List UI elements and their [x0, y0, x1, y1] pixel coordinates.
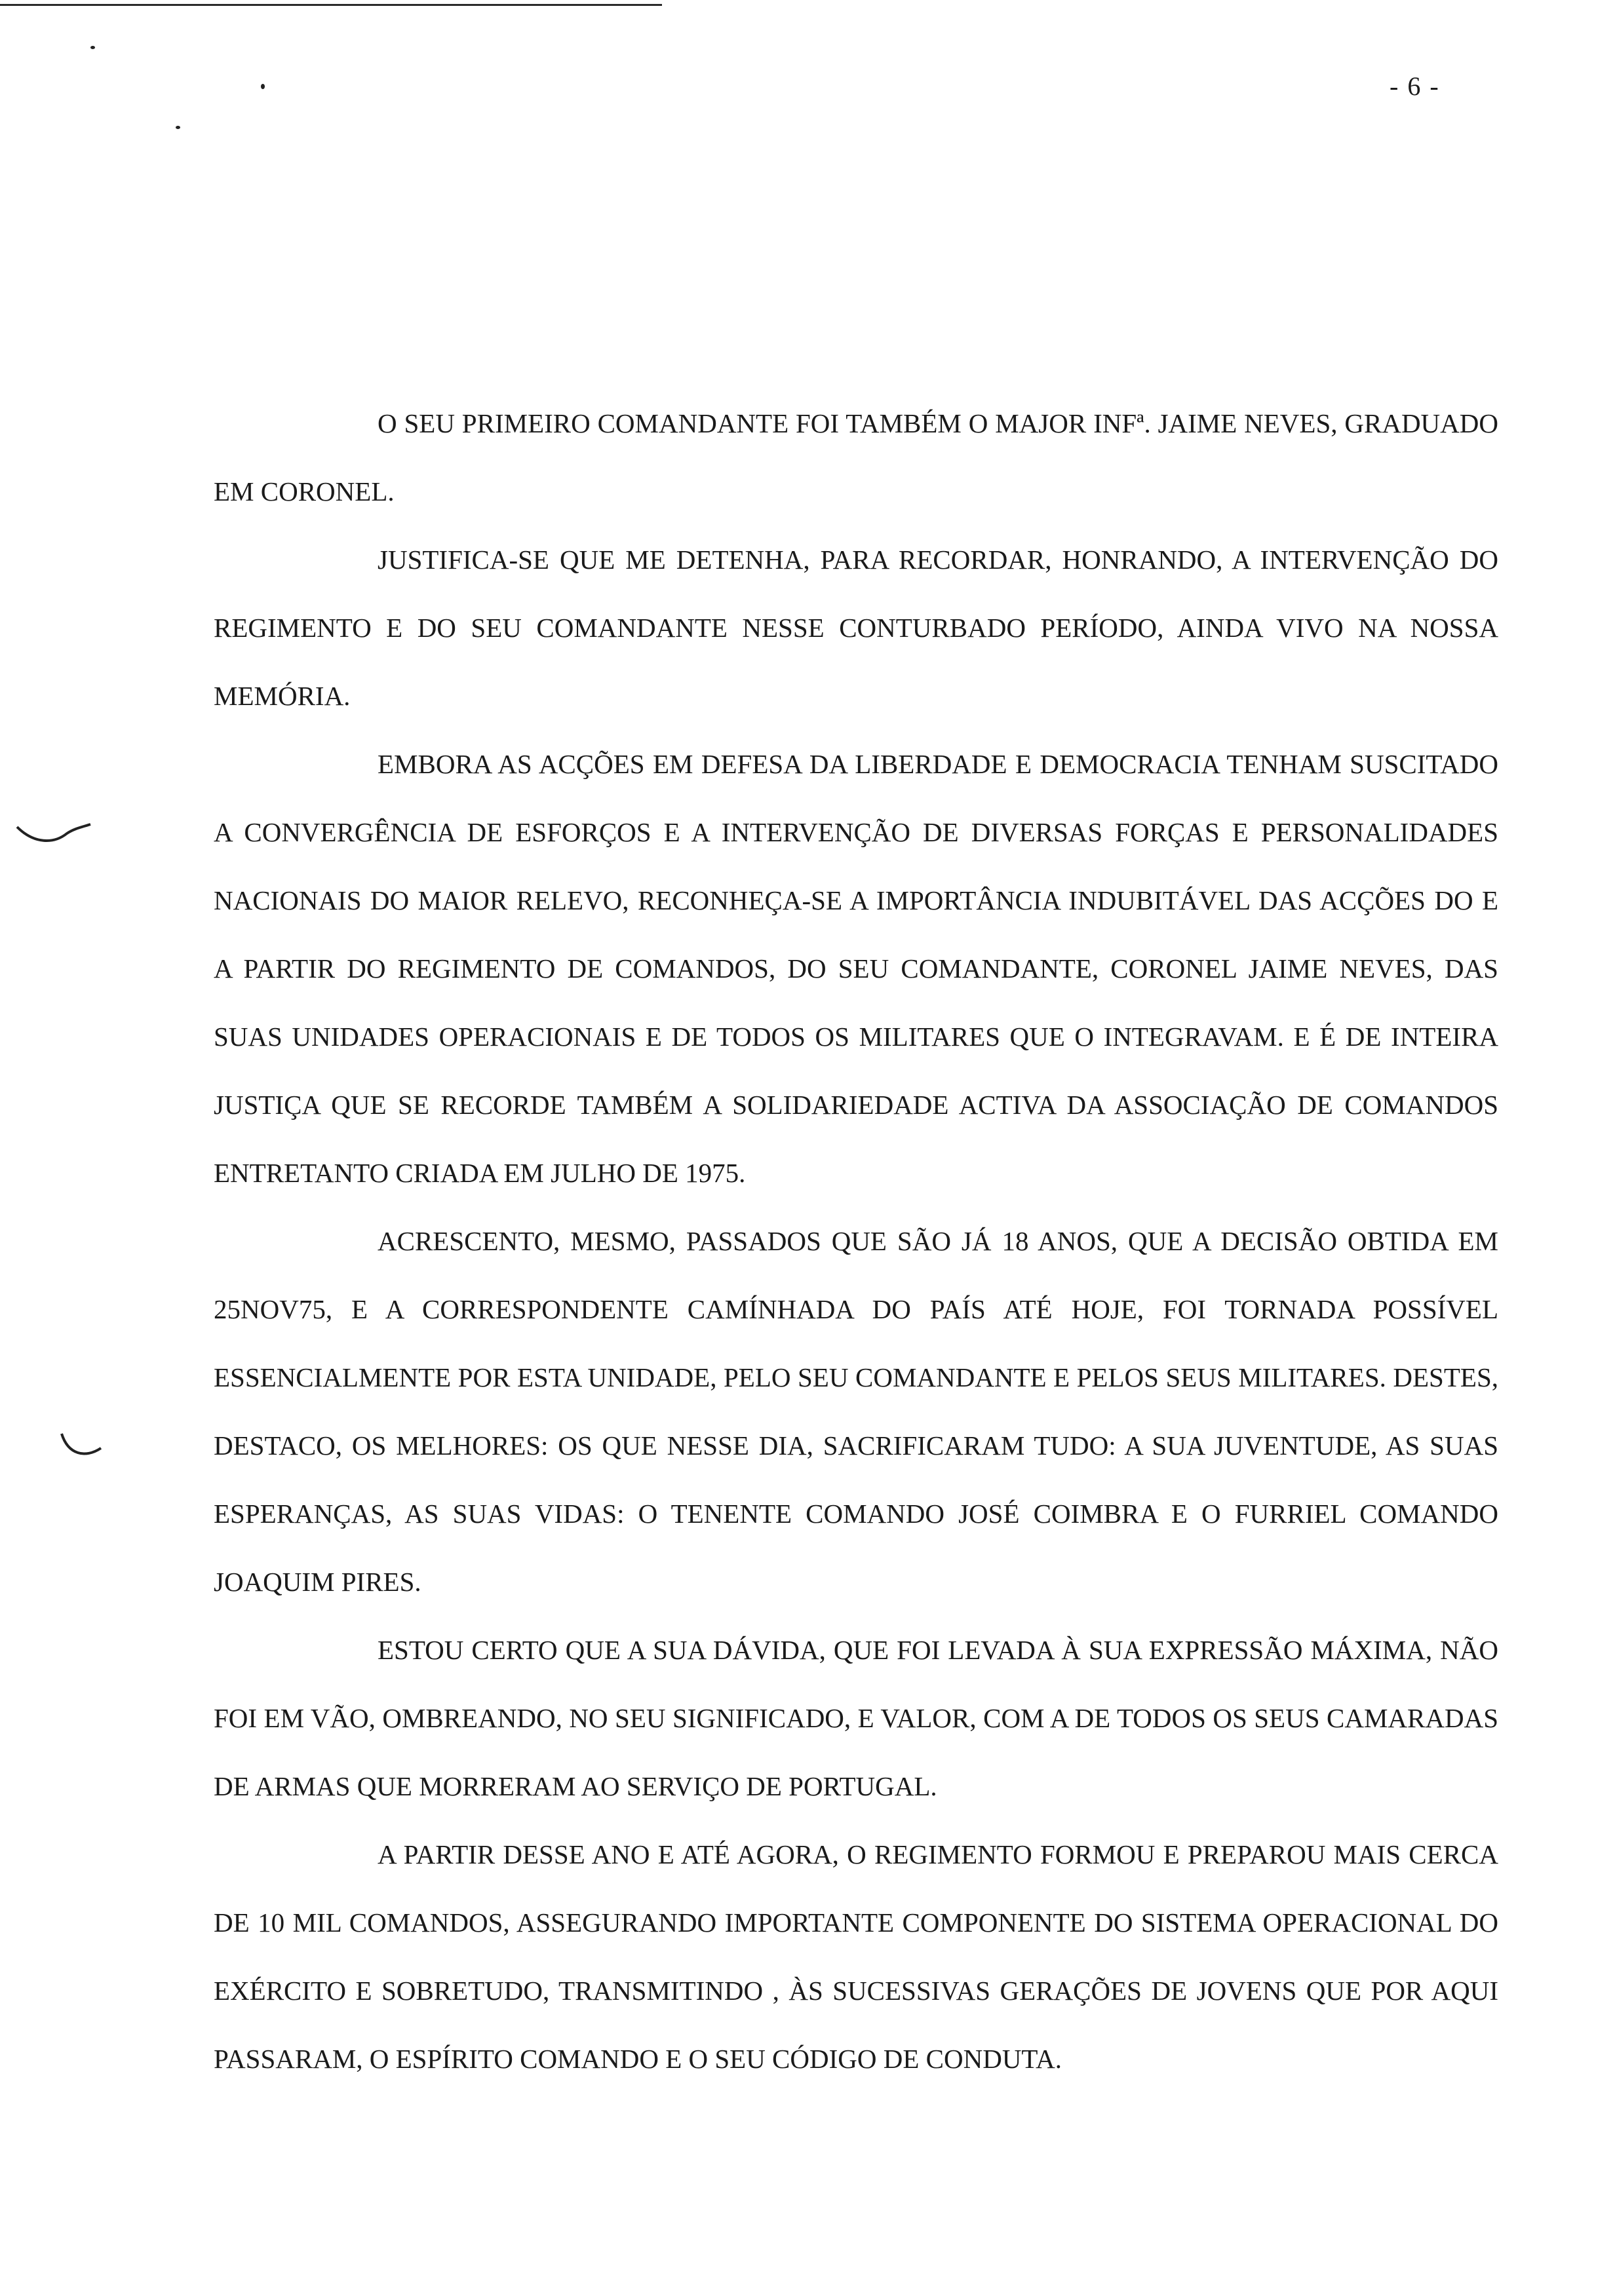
margin-pen-mark	[59, 1428, 105, 1468]
paragraph: ACRESCENTO, MESMO, PASSADOS QUE SÃO JÁ 18 ANOS, QUE A DECISÃO OBTIDA EM 25NOV75, E A CORRESPONDENTE CAMÍNHADA DO PAÍS ATÉ HOJE, FOI TORNADA POSSÍVEL ESSENCIALMENTE POR ESTA UNIDADE, PELO SEU COMANDANTE E PELOS SEUS MILITARES. DESTES, DESTACO, OS MELHORES: OS QUE NESSE DIA, SACRIFICARAM TUDO: A SUA JUVENTUDE, AS SUAS ESPERANÇAS, AS SUAS VIDAS: O TENENTE COMANDO JOSÉ COIMBRA E O FURRIEL COMANDO JOAQUIM PIRES.	[214, 1226, 1498, 1597]
paragraph: JUSTIFICA-SE QUE ME DETENHA, PARA RECORDAR, HONRANDO, A INTERVENÇÃO DO REGIMENTO E DO SEU COMANDANTE NESSE CONTURBADO PERÍODO, AINDA VIVO NA NOSSA MEMÓRIA.	[214, 545, 1498, 711]
page-number: - 6 -	[1390, 71, 1440, 101]
letter-body	[214, 389, 1498, 2093]
paragraph: EMBORA AS ACÇÕES EM DEFESA DA LIBERDADE E DEMOCRACIA TENHAM SUSCITADO A CONVERGÊNCIA DE ESFORÇOS E A INTERVENÇÃO DE DIVERSAS FORÇAS E PERSONALIDADES NACIONAIS DO MAIOR RELEVO, RECONHEÇA-SE A IMPORTÂNCIA INDUBITÁVEL DAS ACÇÕES DO E A PARTIR DO REGIMENTO DE COMANDOS, DO SEU COMANDANTE, CORONEL JAIME NEVES, DAS SUAS UNIDADES OPERACIONAIS E DE TODOS OS MILITARES QUE O INTEGRAVAM. E É DE INTEIRA JUSTIÇA QUE SE RECORDE TAMBÉM A SOLIDARIEDADE ACTIVA DA ASSOCIAÇÃO DE COMANDOS ENTRETANTO CRIADA EM JULHO DE 1975.	[214, 749, 1498, 1188]
scan-speck	[261, 84, 265, 89]
paragraph: ESTOU CERTO QUE A SUA DÁVIDA, QUE FOI LEVADA À SUA EXPRESSÃO MÁXIMA, NÃO FOI EM VÃO, OMBREANDO, NO SEU SIGNIFICADO, E VALOR, COM A DE TODOS OS SEUS CAMARADAS DE ARMAS QUE MORRERAM AO SERVIÇO DE PORTUGAL.	[214, 1635, 1498, 1801]
scan-speck	[176, 126, 180, 129]
paragraph: O SEU PRIMEIRO COMANDANTE FOI TAMBÉM O MAJOR INFª. JAIME NEVES, GRADUADO EM CORONEL.	[214, 408, 1498, 507]
scan-speck	[90, 46, 95, 49]
margin-pen-mark	[14, 818, 93, 851]
top-scan-rule	[0, 4, 662, 6]
paragraph: A PARTIR DESSE ANO E ATÉ AGORA, O REGIMENTO FORMOU E PREPAROU MAIS CERCA DE 10 MIL COMANDOS, ASSEGURANDO IMPORTANTE COMPONENTE DO SISTEMA OPERACIONAL DO EXÉRCITO E SOBRETUDO, TRANSMITINDO , ÀS SUCESSIVAS GERAÇÕES DE JOVENS QUE POR AQUI PASSARAM, O ESPÍRITO COMANDO E O SEU CÓDIGO DE CONDUTA.	[214, 1839, 1498, 2074]
